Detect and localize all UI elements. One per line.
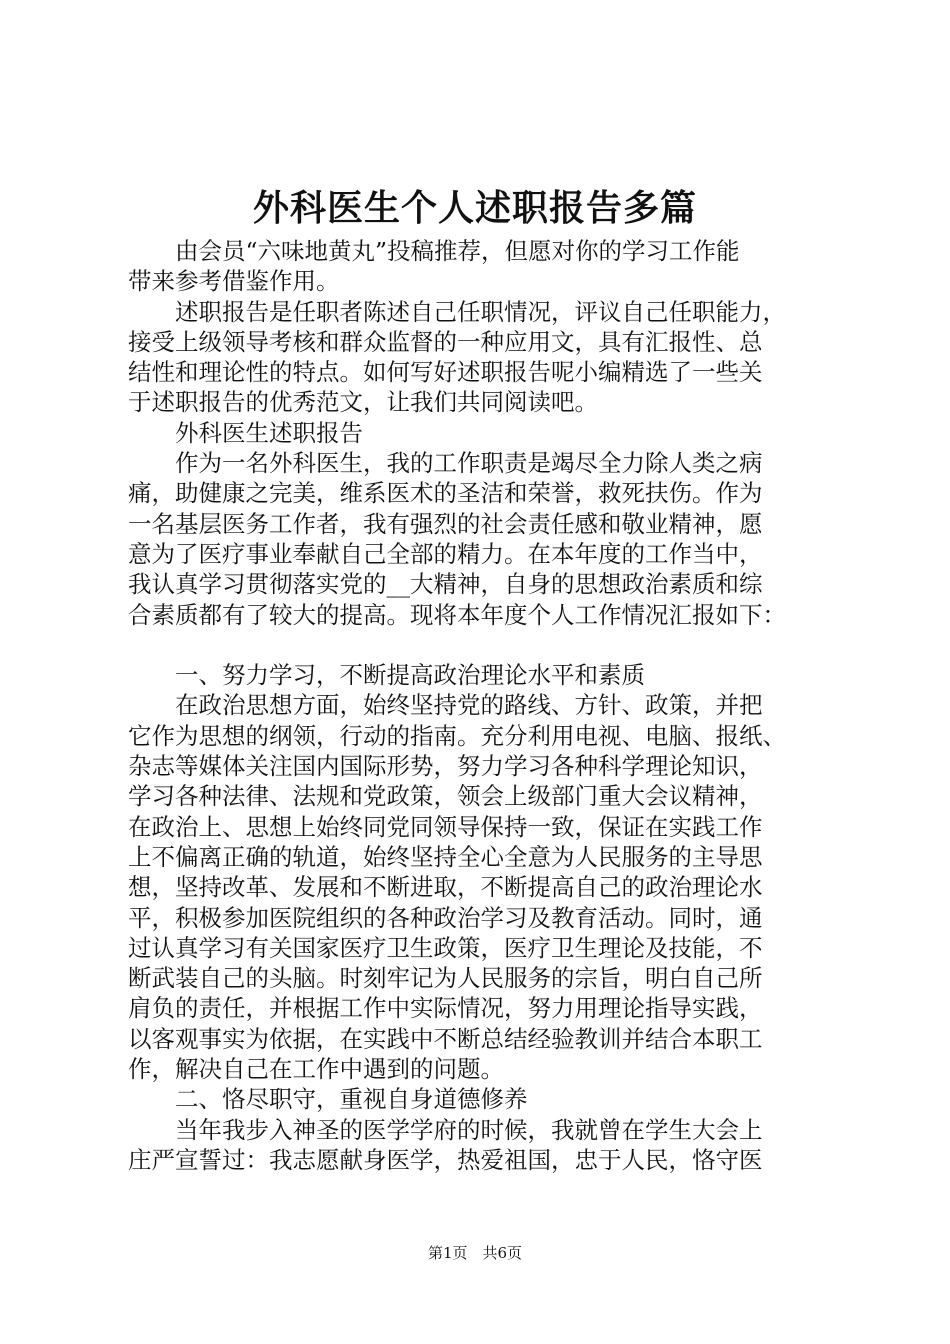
body-line: 二、恪尽职守，重视自身道德修养: [128, 1085, 528, 1114]
body-line: 庄严宣誓过：我志愿献身医学，热爱祖国，忠于人民，恪守医: [128, 1145, 763, 1174]
body-line: 结性和理论性的特点。如何写好述职报告呢小编精选了一些关: [128, 358, 763, 387]
body-line: 学习各种法律、法规和党政策，领会上级部门重大会议精神，: [128, 782, 763, 811]
body-line: 述职报告是任职者陈述自己任职情况，评议自己任职能力，: [128, 297, 786, 326]
body-line: 接受上级领导考核和群众监督的一种应用文，具有汇报性、总: [128, 327, 763, 356]
body-line: 想，坚持改革、发展和不断进取，不断提高自己的政治理论水: [128, 873, 763, 902]
page-footer: 第1页 共6页: [427, 1244, 523, 1262]
body-line: 带来参考借鉴作用。: [128, 267, 340, 296]
body-line: 在政治上、思想上始终同党同领导保持一致，保证在实践工作: [128, 812, 763, 841]
body-line: 过认真学习有关国家医疗卫生政策，医疗卫生理论及技能，不: [128, 933, 763, 962]
body-line: 我认真学习贯彻落实党的__大精神，自身的思想政治素质和综: [128, 570, 763, 599]
body-line: 作为一名外科医生，我的工作职责是竭尽全力除人类之病: [128, 449, 763, 478]
body-line: 作，解决自己在工作中遇到的问题。: [128, 1055, 504, 1084]
body-line: 肩负的责任，并根据工作中实际情况，努力用理论指导实践，: [128, 994, 763, 1023]
body-line: 一、努力学习，不断提高政治理论水平和素质: [128, 661, 645, 690]
body-line: 合素质都有了较大的提高。现将本年度个人工作情况汇报如下：: [128, 600, 786, 629]
body-line: 由会员“六味地黄丸”投稿推荐，但愿对你的学习工作能: [128, 237, 740, 265]
body-line: 意为了医疗事业奉献自己全部的精力。在本年度的工作当中，: [128, 539, 763, 568]
body-line: 在政治思想方面，始终坚持党的路线、方针、政策，并把: [128, 691, 763, 720]
body-line: 外科医生述职报告: [128, 418, 363, 447]
document-title: 外科医生个人述职报告多篇: [252, 187, 697, 229]
body-line: 以客观事实为依据，在实践中不断总结经验教训并结合本职工: [128, 1024, 763, 1053]
body-line: 上不偏离正确的轨道，始终坚持全心全意为人民服务的主导思: [128, 842, 763, 871]
document-body: [128, 236, 858, 1175]
body-line: 于述职报告的优秀范文，让我们共同阅读吧。: [128, 388, 598, 417]
body-line: 断武装自己的头脑。时刻牢记为人民服务的宗旨，明白自己所: [128, 964, 763, 993]
body-line: 杂志等媒体关注国内国际形势，努力学习各种科学理论知识，: [128, 752, 763, 781]
body-line: 当年我步入神圣的医学学府的时候，我就曾在学生大会上: [128, 1115, 763, 1144]
body-line: 平，积极参加医院组织的各种政治学习及教育活动。同时，通: [128, 903, 763, 932]
body-line: [128, 630, 858, 660]
body-line: 它作为思想的纲领，行动的指南。充分利用电视、电脑、报纸、: [128, 721, 786, 750]
body-line: 一名基层医务工作者，我有强烈的社会责任感和敬业精神，愿: [128, 509, 763, 538]
body-line: 痛，助健康之完美，维系医术的圣洁和荣誉，救死扶伤。作为: [128, 479, 763, 508]
